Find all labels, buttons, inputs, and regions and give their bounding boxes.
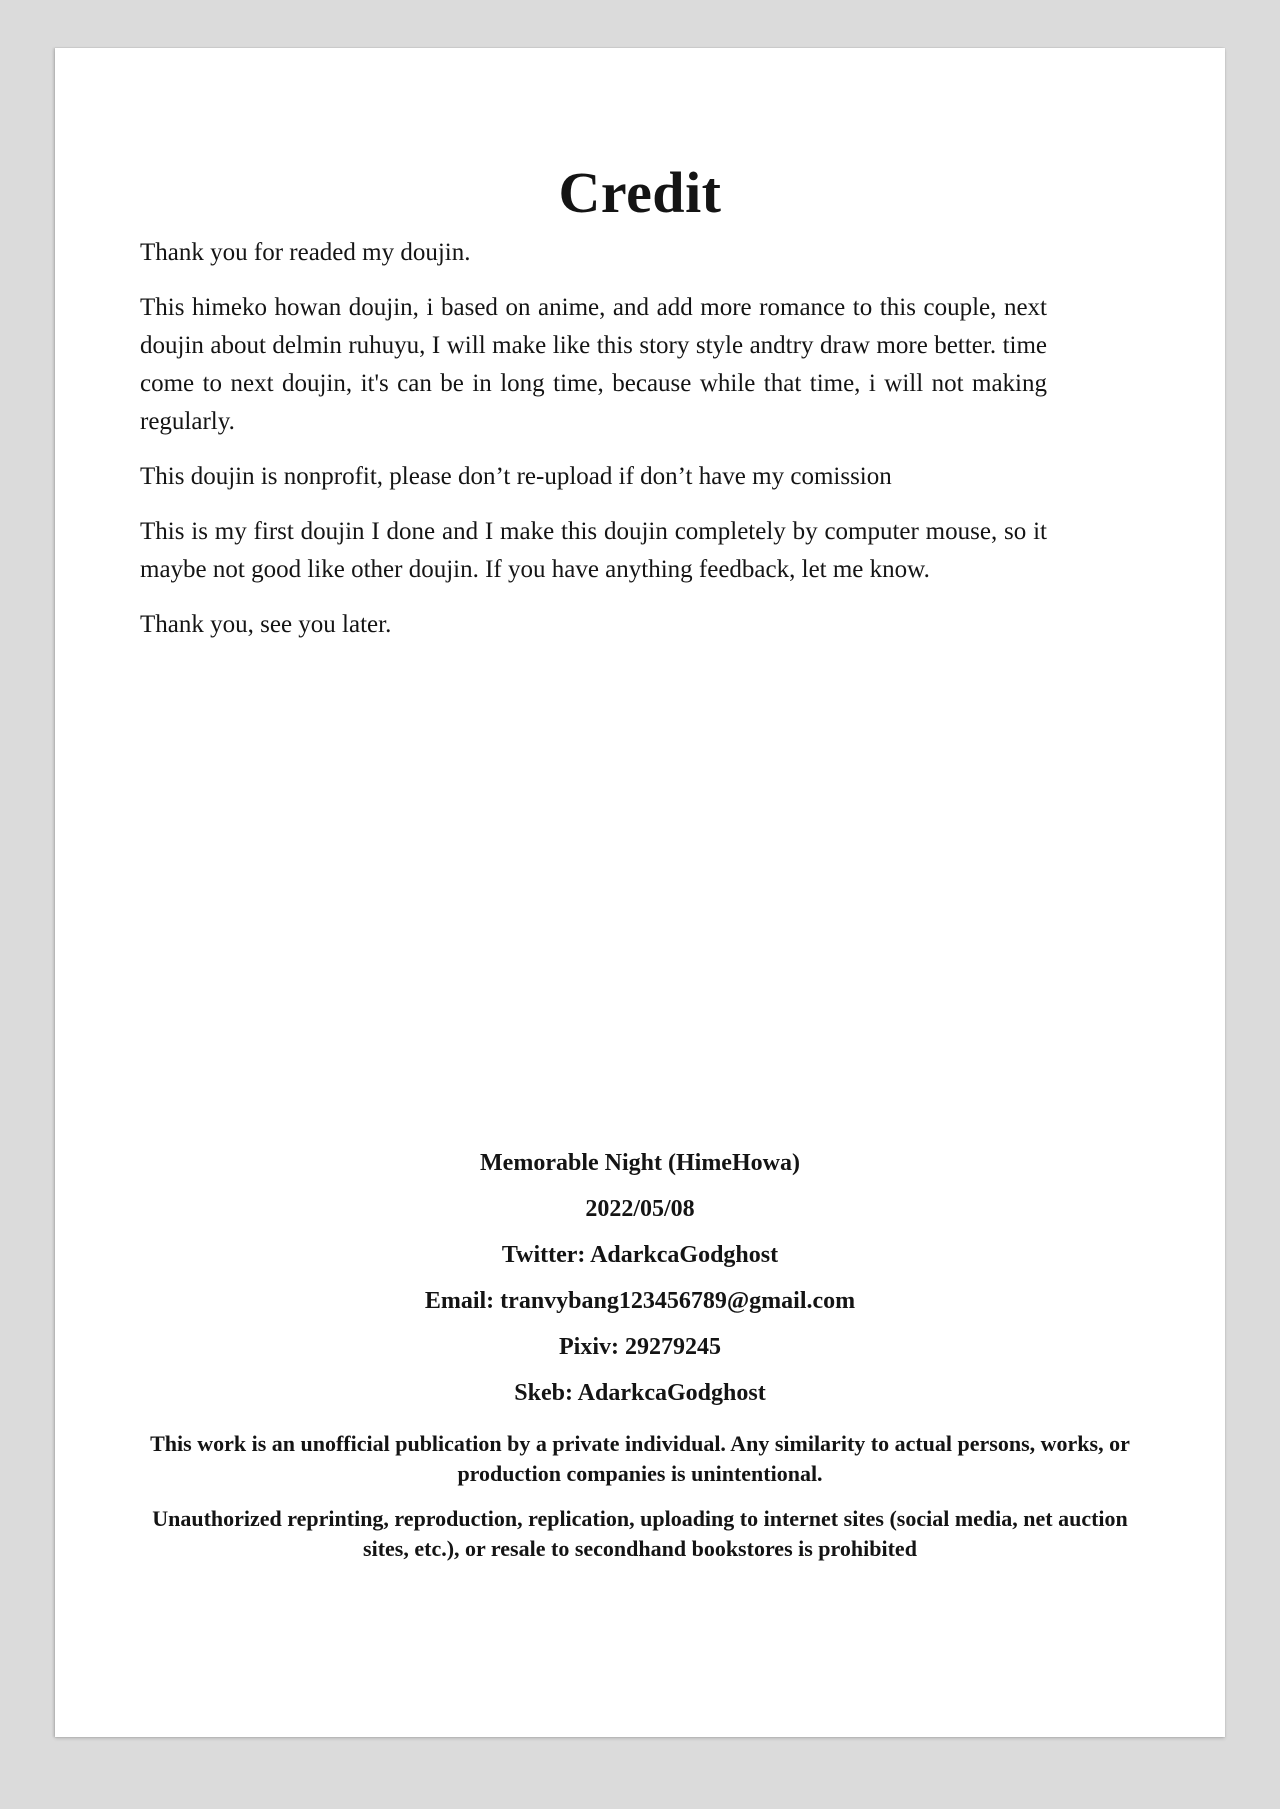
colophon-date: 2022/05/08 <box>585 1196 695 1222</box>
paragraph-see-you-later: Thank you, see you later. <box>140 611 392 638</box>
colophon-email: Email: tranvybang123456789@gmail.com <box>424 1288 856 1314</box>
paragraph-about-doujin: This himeko howan doujin, i based on anime, and add more romance to this couple, next doujin about delmin ruhuyu, I will make like this story style andtry draw more better. time come to next doujin, it's can be in long time, because while that time, i will not making regularly. <box>140 294 1047 435</box>
colophon-twitter: Twitter: AdarkcaGodghost <box>501 1242 779 1268</box>
disclaimer-unauthorized-reprinting: Unauthorized reprinting, reproduction, replication, uploading to internet sites (social media, net auction sites, etc.), or resale to secondhand bookstores is prohibited <box>152 1506 1128 1561</box>
colophon-work-title: Memorable Night (HimeHowa) <box>480 1150 800 1176</box>
colophon-block <box>55 1140 1225 1416</box>
document-page <box>55 48 1225 1737</box>
colophon-skeb: Skeb: AdarkcaGodghost <box>514 1380 766 1406</box>
paragraph-thank-you: Thank you for readed my doujin. <box>140 239 471 266</box>
paragraph-nonprofit-notice: This doujin is nonprofit, please don’t re-upload if don’t have my comission <box>140 463 892 490</box>
disclaimer-unofficial-publication: This work is an unofficial publication by a private individual. Any similarity to actual persons, works, or production companies is unintentional. <box>150 1431 1130 1486</box>
page-title: Credit <box>558 160 722 225</box>
paragraph-first-doujin: This is my first doujin I done and I make this doujin completely by computer mouse, so it maybe not good like other doujin. If you have anything feedback, let me know. <box>140 518 1047 583</box>
colophon-pixiv: Pixiv: 29279245 <box>559 1334 721 1360</box>
